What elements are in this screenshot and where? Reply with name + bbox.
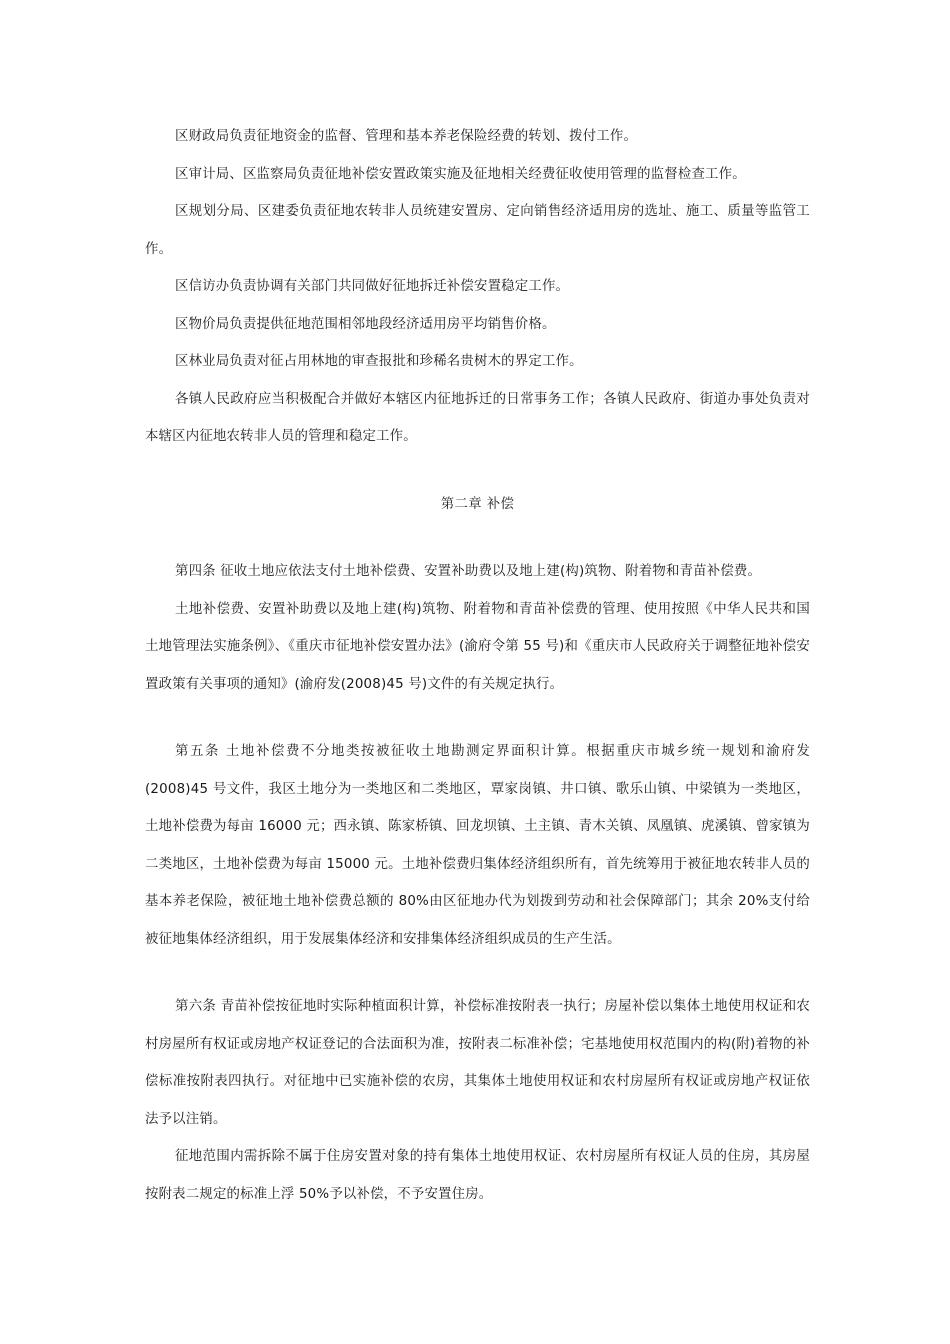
document-page (145, 118, 810, 1213)
chapter-title: 第二章 补偿 (440, 496, 515, 512)
article-4: 第四条 征收土地应依法支付土地补偿费、安置补助费以及地上建(构)筑物、附着物和青苗补偿费。 (175, 564, 762, 579)
article-5: 第五条 土地补偿费不分地类按被征收土地勘测定界面积计算。根据重庆市城乡统一规划和渝府发(2008)45 号文件，我区土地分为一类地区和二类地区，覃家岗镇、井口镇、歌乐山镇、中梁镇为一类地区，土地补偿费为每亩 16000 元；西永镇、陈家桥镇、回龙坝镇、土主镇、青木关镇、凤凰镇、虎溪镇、曾家镇为二类地区，土地补偿费为每亩 15000 元。土地补偿费归集体经济组织所有，首先统筹用于被征地农转非人员的基本养老保险，被征地土地补偿费总额的 80%由区征地办代为划拨到劳动和社会保障部门；其余 20%支付给被征地集体经济组织，用于发展集体经济和安排集体经济组织成员的生产生活。 (145, 744, 810, 947)
paragraph-audit-bureau: 区审计局、区监察局负责征地补偿安置政策实施及征地相关经费征收使用管理的监督检查工作。 (175, 166, 746, 182)
paragraph-forestry-bureau: 区林业局负责对征占用林地的审查报批和珍稀名贵树木的界定工作。 (175, 354, 583, 369)
paragraph-petition-office: 区信访办负责协调有关部门共同做好征地拆迁补偿安置稳定工作。 (175, 279, 570, 294)
spacer (145, 703, 810, 733)
spacer (145, 958, 810, 988)
paragraph-finance-bureau: 区财政局负责征地资金的监督、管理和基本养老保险经费的转划、拨付工作。 (175, 129, 638, 144)
spacer (145, 523, 810, 553)
article-6-detail: 征地范围内需拆除不属于住房安置对象的持有集体土地使用权证、农村房屋所有权证人员的住房，其房屋按附表二规定的标准上浮 50%予以补偿，不予安置住房。 (145, 1149, 810, 1202)
article-6: 第六条 青苗补偿按征地时实际种植面积计算，补偿标准按附表一执行；房屋补偿以集体土地使用权证和农村房屋所有权证或房地产权证登记的合法面积为准，按附表二标准补偿；宅基地使用权范围内的构(附)着物的补偿标准按附表四执行。对征地中已实施补偿的农房，其集体土地使用权证和农村房屋所有权证或房地产权证依法予以注销。 (145, 999, 810, 1127)
paragraph-price-bureau: 区物价局负责提供征地范围相邻地段经济适用房平均销售价格。 (175, 316, 556, 332)
article-4-detail: 土地补偿费、安置补助费以及地上建(构)筑物、附着物和青苗补偿费的管理、使用按照《中华人民共和国土地管理法实施条例》、《重庆市征地补偿安置办法》(渝府令第 55 号)和《重庆市人民政府关于调整征地补偿安置政策有关事项的通知》(渝府发(2008)45 号)文件的有关规定执行。 (145, 601, 810, 692)
spacer (145, 456, 810, 486)
paragraph-planning-bureau: 区规划分局、区建委负责征地农转非人员统建安置房、定向销售经济适用房的选址、施工、质量等监管工作。 (145, 204, 810, 257)
paragraph-town-governments: 各镇人民政府应当积极配合并做好本辖区内征地拆迁的日常事务工作；各镇人民政府、街道办事处负责对本辖区内征地农转非人员的管理和稳定工作。 (145, 391, 810, 444)
